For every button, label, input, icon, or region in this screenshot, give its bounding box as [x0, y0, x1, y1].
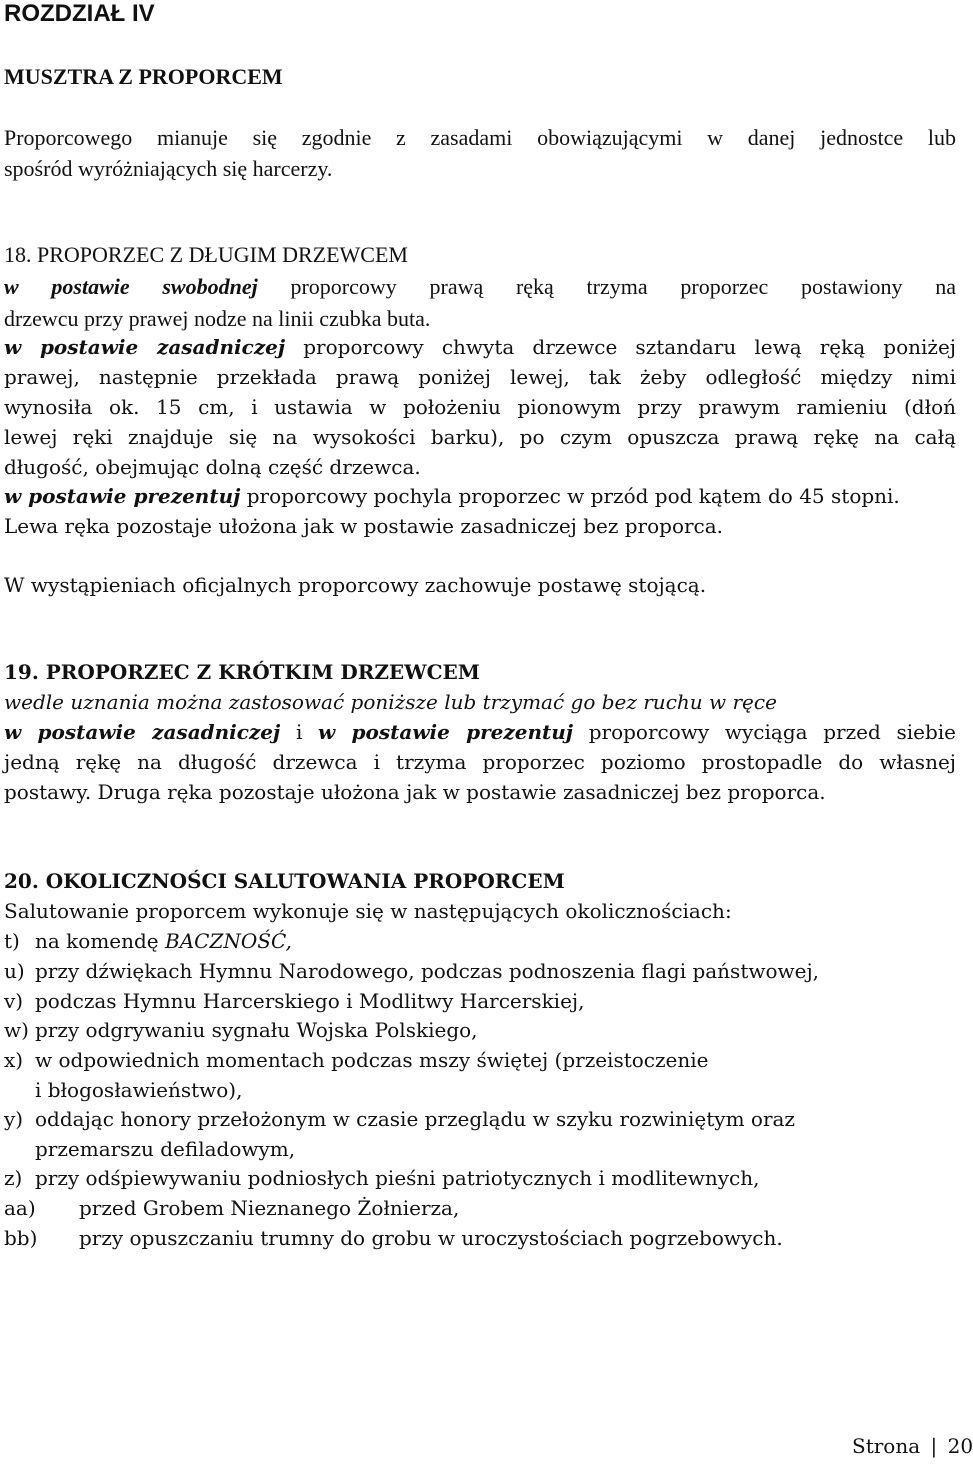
- chapter-heading: ROZDZIAŁ IV: [4, 0, 155, 27]
- list-item-italic: BACZNOŚĆ,: [165, 929, 292, 953]
- s19-lead-1: w postawie zasadniczej: [4, 720, 281, 744]
- s18-p2-line-2: prawej, następnie przekłada prawą poniżej lewej, tak żeby odległość między nimi: [4, 365, 956, 389]
- s19-lead-2: w postawie prezentuj: [318, 720, 574, 744]
- section-18-heading: 18. PROPORZEC Z DŁUGIM DRZEWCEM: [4, 242, 408, 267]
- list-item-text: w odpowiednich momentach podczas mszy świętej (przeistoczenie: [35, 1048, 709, 1072]
- list-item-text: oddając honory przełożonym w czasie przeglądu w szyku rozwiniętym oraz: [35, 1107, 795, 1131]
- list-item-text: przy opuszczaniu trumny do grobu w uroczystościach pogrzebowych.: [79, 1226, 783, 1250]
- s18-p3-rest: proporcowy pochyla proporzec w przód pod kątem do 45 stopni.: [240, 484, 900, 508]
- list-item-text: przy odgrywaniu sygnału Wojska Polskiego,: [35, 1018, 478, 1042]
- s18-p4: W wystąpieniach oficjalnych proporcowy zachowuje postawę stojącą.: [4, 573, 707, 597]
- footer-separator: |: [930, 1434, 938, 1458]
- list-item: [4, 989, 584, 1013]
- list-marker: bb): [4, 1226, 38, 1250]
- intro-line-2: spośród wyróżniających się harcerzy.: [4, 156, 333, 181]
- page-footer: [852, 1434, 973, 1458]
- s18-p3-line-1: [4, 484, 900, 508]
- s18-p1-rest: proporcowy prawą ręką trzyma proporzec postawiony na: [257, 274, 956, 299]
- s18-p2-line-1: [4, 335, 956, 359]
- list-item-text: przy dźwiękach Hymnu Narodowego, podczas podnoszenia flagi państwowej,: [35, 959, 820, 983]
- s18-p1-lead: w postawie swobodnej: [4, 274, 258, 299]
- list-marker: v): [4, 989, 24, 1013]
- list-item-text: na komendę: [35, 929, 165, 953]
- s18-p2-rest: proporcowy chwyta drzewce sztandaru lewą ręką poniżej: [285, 335, 956, 359]
- s20-intro: Salutowanie proporcem wykonuje się w następujących okolicznościach:: [4, 899, 732, 923]
- list-marker: z): [4, 1166, 23, 1190]
- list-marker: y): [4, 1107, 24, 1131]
- s18-p2-line-5: długość, obejmując dolną część drzewca.: [4, 455, 421, 479]
- s18-p3-lead: w postawie prezentuj: [4, 484, 241, 508]
- list-item: [4, 959, 819, 983]
- footer-label: Strona: [852, 1434, 921, 1458]
- s19-line-1: [4, 720, 956, 744]
- list-item: [4, 1018, 478, 1042]
- section-20-heading: 20. OKOLICZNOŚCI SALUTOWANIA PROPORCEM: [4, 869, 565, 893]
- intro-line-1: Proporcowego mianuje się zgodnie z zasadami obowiązującymi w danej jednostce lub: [4, 125, 956, 150]
- s19-rest: proporcowy wyciąga przed siebie: [573, 720, 956, 744]
- list-item-continuation: i błogosławieństwo),: [35, 1078, 243, 1102]
- list-item-text: przy odśpiewywaniu podniosłych pieśni patriotycznych i modlitewnych,: [35, 1166, 760, 1190]
- s18-p3-line-2: Lewa ręka pozostaje ułożona jak w postawie zasadniczej bez proporca.: [4, 514, 724, 538]
- s18-p1-line-1: [4, 274, 956, 300]
- s19-line-2: jedną rękę na długość drzewca i trzyma proporzec poziomo prostopadle do własnej: [4, 750, 956, 774]
- s18-p2-line-4: lewej ręki znajduje się na wysokości barku), po czym opuszcza prawą rękę na całą: [4, 425, 956, 449]
- s18-p2-line-3: wynosiła ok. 15 cm, i ustawia w położeniu pionowym przy prawym ramieniu (dłoń: [4, 395, 956, 419]
- list-item: [4, 1048, 709, 1072]
- chapter-title: MUSZTRA Z PROPORCEM: [4, 64, 283, 89]
- list-item-text: przed Grobem Nieznanego Żołnierza,: [79, 1196, 460, 1220]
- list-item: [4, 1226, 783, 1250]
- list-item: [4, 1166, 759, 1190]
- list-item: [4, 929, 292, 953]
- list-marker: w): [4, 1018, 29, 1042]
- s18-p1-line-2: drzewcu przy prawej nodze na linii czubka buta.: [4, 306, 431, 331]
- list-marker: t): [4, 929, 20, 953]
- list-item: [4, 1196, 459, 1220]
- list-marker: x): [4, 1048, 24, 1072]
- section-19-heading: 19. PROPORZEC Z KRÓTKIM DRZEWCEM: [4, 660, 480, 684]
- list-marker: u): [4, 959, 25, 983]
- s18-p2-lead: w postawie zasadniczej: [4, 335, 286, 359]
- s19-mid: i: [280, 720, 319, 744]
- list-item-text: podczas Hymnu Harcerskiego i Modlitwy Harcerskiej,: [35, 989, 585, 1013]
- s19-line-3: postawy. Druga ręka pozostaje ułożona jak w postawie zasadniczej bez proporca.: [4, 780, 826, 804]
- page-number: 20: [947, 1434, 973, 1458]
- s19-italic-line: wedle uznania można zastosować poniższe lub trzymać go bez ruchu w ręce: [4, 690, 777, 714]
- list-marker: aa): [4, 1196, 36, 1220]
- list-item: [4, 1107, 795, 1131]
- list-item-continuation: przemarszu defiladowym,: [35, 1137, 296, 1161]
